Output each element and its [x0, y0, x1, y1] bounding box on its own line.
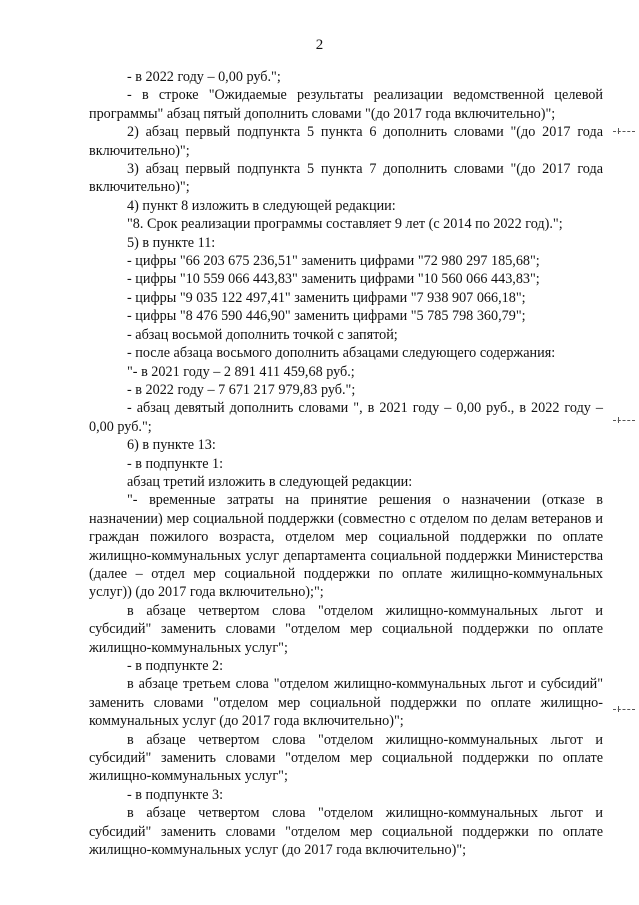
- margin-dash-mark: [613, 420, 635, 423]
- paragraph: - в подпункте 2:: [127, 658, 224, 674]
- paragraph: 3) абзац первый подпункта 5 пункта 7 дополнить словами "(до 2017 года включительно)";: [89, 161, 603, 196]
- paragraph: 4) пункт 8 изложить в следующей редакции:: [127, 197, 396, 214]
- paragraph: "- временные затраты на принятие решения о назначении (отказе в назначении) мер социальной поддержки (совместно с отделом по делам ветеранов и граждан пожилого возраста, отделом мер социальной поддержки по оплате жилищно-коммунальных услуг департамента социальной поддержки Министерства (далее – отдел мер социальной поддержки по оплате жилищно-коммунальных услуг)) (до 2017 года включительно);";: [89, 492, 603, 601]
- paragraph: в абзаце четвертом слова "отделом жилищно-коммунальных льгот и субсидий" заменить словами "отделом мер социальной поддержки по оплате жилищно-коммунальных услуг";: [89, 731, 603, 785]
- paragraph: - цифры "9 035 122 497,41" заменить цифрами "7 938 907 066,18";: [127, 289, 526, 306]
- paragraph: в абзаце третьем слова "отделом жилищно-коммунальных льгот и субсидий" заменить словами "отделом мер социальной поддержки по оплате жилищно-коммунальных услуг (до 2017 года включительно)";: [89, 676, 603, 730]
- paragraph: - в 2022 году – 7 671 217 979,83 руб.";: [127, 381, 356, 398]
- paragraph: 5) в пункте 11:: [127, 234, 216, 251]
- paragraph: - абзац девятый дополнить словами ", в 2021 году – 0,00 руб., в 2022 году – 0,00 руб.";: [89, 400, 603, 435]
- paragraph: - в 2022 году – 0,00 руб.";: [127, 69, 281, 85]
- paragraph: абзац третий изложить в следующей редакции:: [127, 473, 413, 490]
- margin-tick-mark: [618, 417, 619, 423]
- margin-tick-mark: [618, 128, 619, 134]
- margin-dash-mark: [613, 709, 635, 712]
- paragraph: "- в 2021 году – 2 891 411 459,68 руб.;: [127, 363, 355, 380]
- paragraph: - после абзаца восьмого дополнить абзацами следующего содержания:: [127, 345, 556, 362]
- paragraph: в абзаце четвертом слова "отделом жилищно-коммунальных льгот и субсидий" заменить словами "отделом мер социальной поддержки по оплате жилищно-коммунальных услуг (до 2017 года включительно)";: [89, 805, 603, 859]
- margin-tick-mark: [618, 706, 619, 712]
- paragraph: - абзац восьмой дополнить точкой с запятой;: [127, 326, 398, 343]
- margin-dash-mark: [613, 131, 635, 134]
- paragraph: - цифры "10 559 066 443,83" заменить цифрами "10 560 066 443,83";: [127, 271, 540, 288]
- paragraph: - цифры "66 203 675 236,51" заменить цифрами "72 980 297 185,68";: [127, 253, 540, 270]
- paragraph: - в строке "Ожидаемые результаты реализации ведомственной целевой программы" абзац пятый дополнить словами "(до 2017 года включительно)";: [89, 87, 603, 122]
- paragraph: - в подпункте 1:: [127, 455, 224, 472]
- paragraph: "8. Срок реализации программы составляет 9 лет (с 2014 по 2022 год).";: [127, 216, 563, 233]
- paragraph: - в подпункте 3:: [127, 786, 224, 803]
- document-body: [89, 68, 603, 859]
- paragraph: 2) абзац первый подпункта 5 пункта 6 дополнить словами "(до 2017 года включительно)";: [89, 124, 603, 159]
- paragraph: - цифры "8 476 590 446,90" заменить цифрами "5 785 798 360,79";: [127, 308, 526, 325]
- paragraph: в абзаце четвертом слова "отделом жилищно-коммунальных льгот и субсидий" заменить словами "отделом мер социальной поддержки по оплате жилищно-коммунальных услуг";: [89, 602, 603, 656]
- paragraph: 6) в пункте 13:: [127, 437, 216, 454]
- page-number: 2: [315, 37, 324, 53]
